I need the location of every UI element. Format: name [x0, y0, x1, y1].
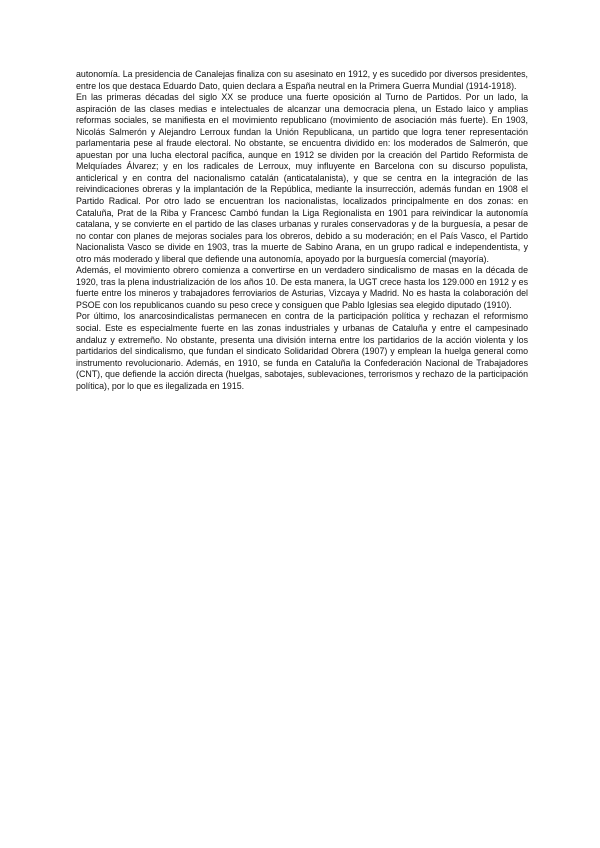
- paragraph-3: Además, el movimiento obrero comienza a convertirse en un verdadero sindicalismo de masas en la década de 1920, tras la plena industrialización de los años 10. De esta manera, la UGT crece hasta los 129.000 en 1912 y es fuerte entre los mineros y trabajadores ferroviarios de Asturias, Vizcaya y Madrid. No es hasta la colaboración del PSOE con los republicanos cuando su peso crece y consiguen que Pablo Iglesias sea elegido diputado (1910).: [76, 265, 528, 310]
- paragraph-4: Por último, los anarcosindicalistas permanecen en contra de la participación política y rechazan el reformismo social. Este es especialmente fuerte en las zonas industriales y urbanas de Cataluña y entre el campesinado andaluz y extremeño. No obstante, presenta una división interna entre los partidarios de la acción violenta y los partidarios del sindicalismo, que fundan el sindicato Solidaridad Obrera (1907) y emplean la huelga general como instrumento revolucionario. Además, en 1910, se funda en Cataluña la Confederación Nacional de Trabajadores (CNT), que defiende la acción directa (huelgas, sabotajes, sublevaciones, terrorismos y rechazo de la participación política), por lo que es ilegalizada en 1915.: [76, 311, 528, 391]
- paragraph-2: En las primeras décadas del siglo XX se produce una fuerte oposición al Turno de Partidos. Por un lado, la aspiración de las clases medias e intelectuales de alcanzar una democracia plena, un Estado laico y amplias reformas sociales, se manifiesta en el movimiento republicano (movimiento de asociación más fuerte). En 1903, Nicolás Salmerón y Alejandro Lerroux fundan la Unión Republicana, un partido que logra tener representación parlamentaria pese al fraude electoral. No obstante, se encuentra dividido en: los moderados de Salmerón, que apuestan por una lucha electoral pacífica, aunque en 1912 se dividen por la creación del Partido Reformista de Melquíades Álvarez; y en los radicales de Lerroux, muy influyente en Barcelona con su discurso populista, anticlerical y en contra del nacionalismo catalán (anticatalanista), y que se centra en la integración de las reivindicaciones obreras y la implantación de la República, mediante la insurrección, además fundan en 1908 el Partido Radical. Por otro lado se encuentran los nacionalistas, localizados principalmente en dos zonas: en Cataluña, Prat de la Riba y Francesc Cambó fundan la Liga Regionalista en 1901 para reivindicar la autonomía catalana, y se convierte en el partido de las clases urbanas y rurales conservadoras y de la burguesía, a pesar de no contar con planes de mejoras sociales para los obreros, debido a su moderación; en el País Vasco, el Partido Nacionalista Vasco se divide en 1903, tras la muerte de Sabino Arana, en un grupo radical e independentista, y otro más moderado y liberal que defiende una autonomía, apoyado por la burguesía comercial (mayoría).: [76, 92, 528, 264]
- paragraph-1: autonomía. La presidencia de Canalejas finaliza con su asesinato en 1912, y es sucedido por diversos presidentes, entre los que destaca Eduardo Dato, quien declara a España neutral en la Primera Guerra Mundial (1914-1918).: [76, 69, 528, 91]
- document-body: [76, 69, 528, 392]
